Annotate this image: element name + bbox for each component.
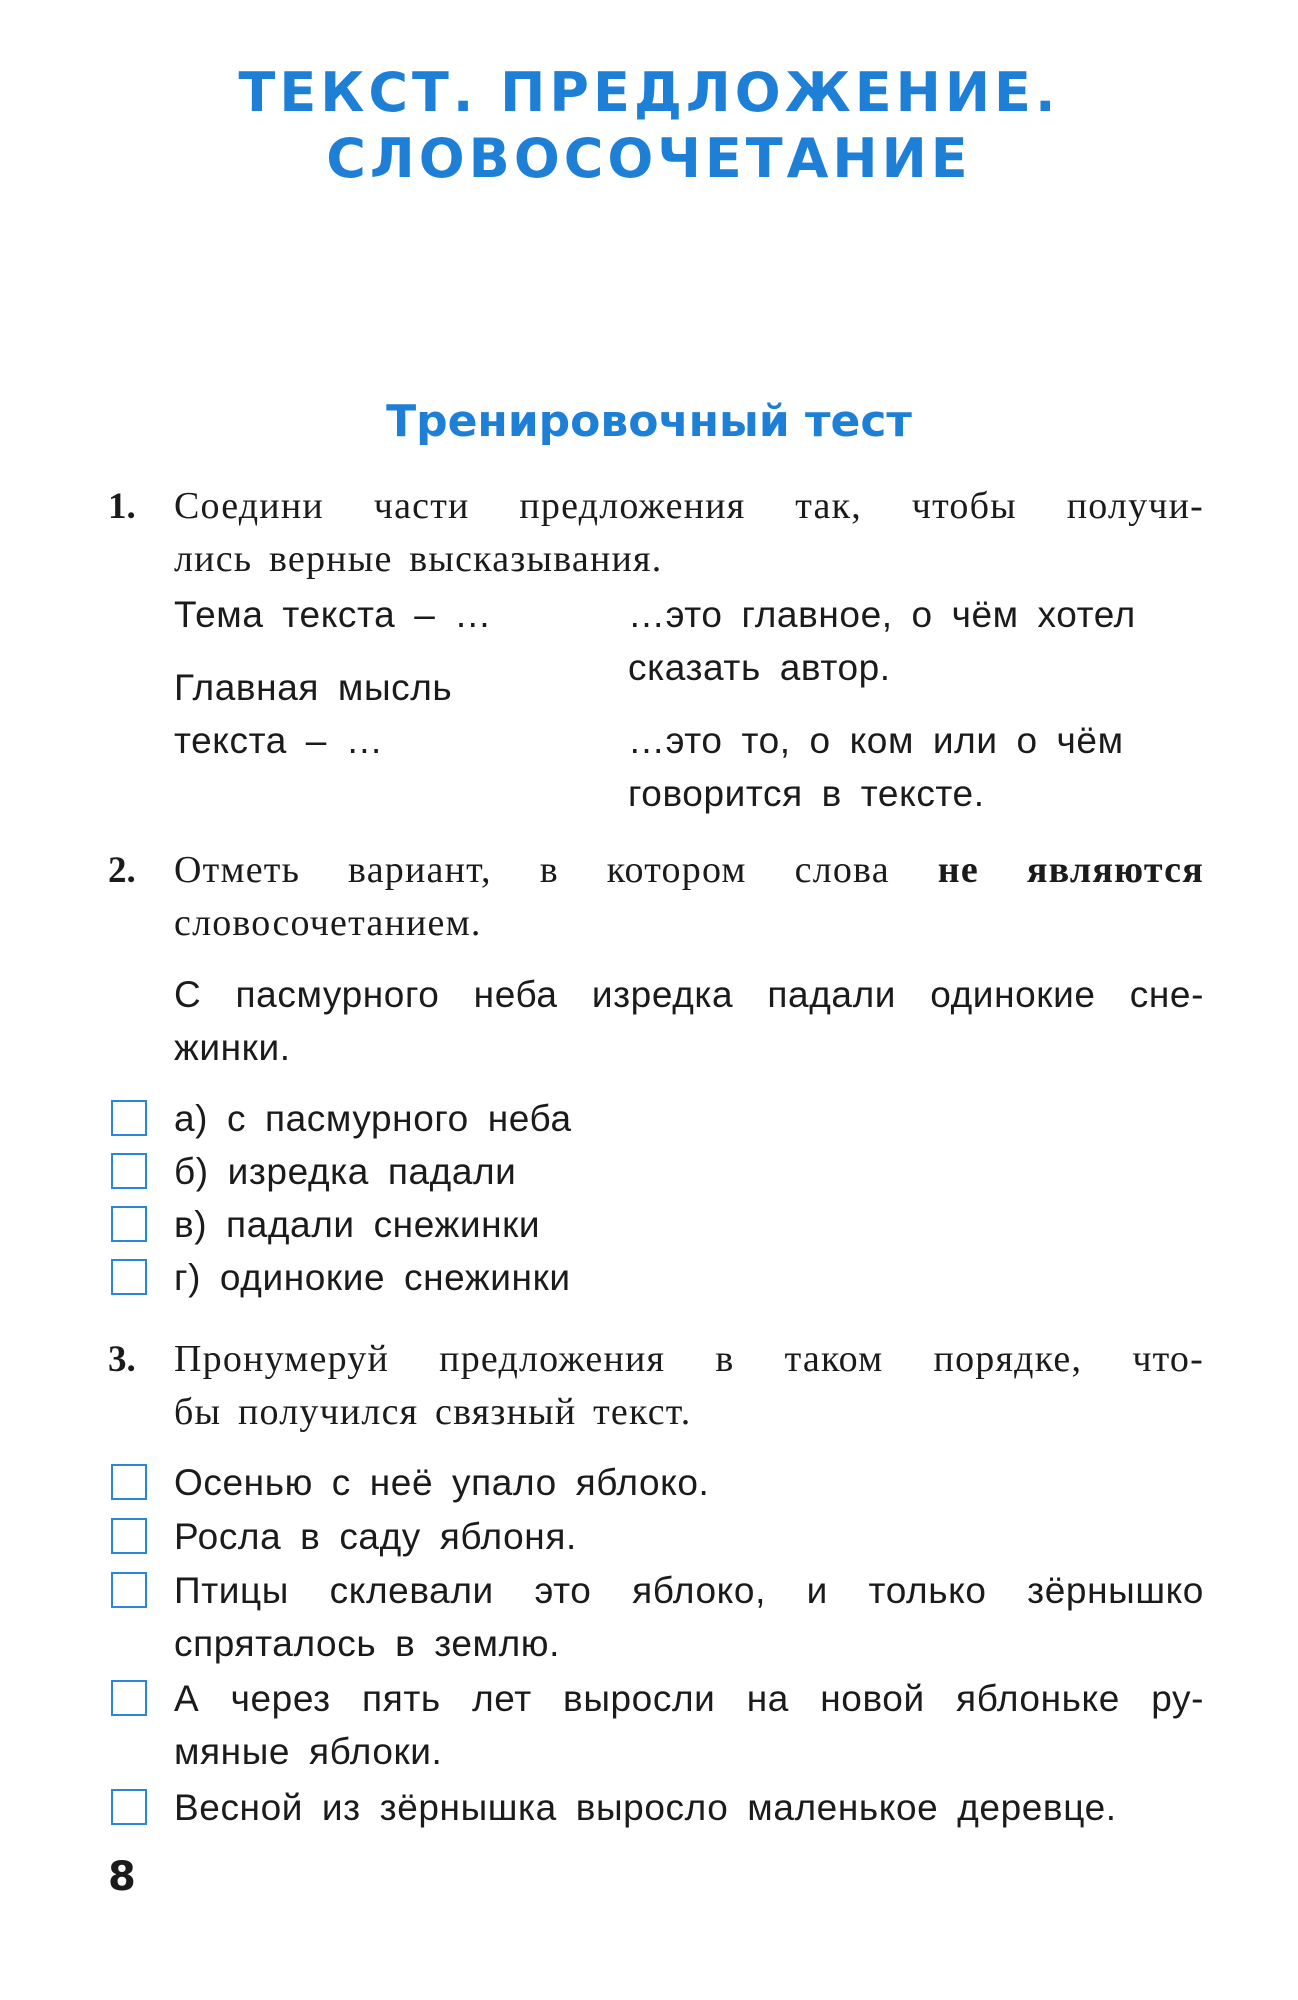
- chapter-title-line2: СЛОВОСОЧЕТАНИЕ: [326, 127, 972, 190]
- task1-right-item1-line2: сказать автор.: [628, 647, 891, 688]
- task3-sentence3-checkbox[interactable]: [111, 1572, 147, 1608]
- task2-option-a: а) с пасмурного неба: [174, 1098, 572, 1139]
- task1-number: 1.: [108, 486, 136, 527]
- task2-option-c: в) падали снежинки: [174, 1204, 541, 1245]
- task2-sentence: [174, 968, 1204, 1074]
- task1-left-item2: [174, 661, 452, 767]
- task1-right-item2-line1: …это то, о ком или о чём: [628, 720, 1124, 761]
- task3-prompt: [174, 1333, 1204, 1439]
- task1-prompt-line1: Соедини части предложения так, чтобы получи-: [174, 485, 1204, 527]
- task2-option-b-checkbox[interactable]: [111, 1153, 147, 1189]
- task1-right-item1: [628, 588, 1176, 694]
- task1-prompt-line2: лись верные высказывания.: [174, 538, 663, 580]
- task3-sentence1-checkbox[interactable]: [111, 1464, 147, 1500]
- task1-right-item1-line1: …это главное, о чём хотел: [628, 594, 1136, 635]
- task3-prompt-line1: Пронумеруй предложения в таком порядке, что-: [174, 1338, 1204, 1380]
- task2-option-b: б) изредка падали: [174, 1151, 517, 1192]
- task2-prompt-bold: не являются: [937, 849, 1205, 891]
- task2-prompt: [174, 844, 1204, 950]
- task3-number: 3.: [108, 1339, 136, 1380]
- task2-option-c-checkbox[interactable]: [111, 1206, 147, 1242]
- task3-sentence4-line2: мяные яблоки.: [174, 1731, 443, 1772]
- task2-option-d-checkbox[interactable]: [111, 1259, 147, 1295]
- task3-sentence3-line2: спряталось в землю.: [174, 1623, 560, 1664]
- task3-sentence3: [174, 1564, 1204, 1670]
- chapter-title: [0, 60, 1298, 192]
- task1-right-item2-line2: говорится в тексте.: [628, 773, 985, 814]
- task3-sentence2: Росла в саду яблоня.: [174, 1516, 577, 1557]
- task1-left-item2-line1: Главная мысль: [174, 667, 453, 708]
- chapter-title-line1: ТЕКСТ. ПРЕДЛОЖЕНИЕ.: [238, 61, 1060, 124]
- task3-sentence3-line1: Птицы склевали это яблоко, и только зёрнышко: [174, 1570, 1204, 1611]
- task2-prompt-line2: словосочетанием.: [174, 902, 482, 944]
- task3-prompt-line2: бы получился связный текст.: [174, 1391, 692, 1433]
- task3-sentence5-checkbox[interactable]: [111, 1789, 147, 1825]
- task2-number: 2.: [108, 850, 136, 891]
- page-number: 8: [108, 1854, 136, 1900]
- task1-prompt: [174, 480, 1204, 586]
- task1-left-item2-line2: текста – …: [174, 720, 384, 761]
- task2-sentence-line1: С пасмурного неба изредка падали одинокие сне-: [174, 974, 1204, 1015]
- task2-prompt-line1: [174, 844, 1204, 897]
- task2-option-d: г) одинокие снежинки: [174, 1257, 571, 1298]
- task1-right-item2: [628, 714, 1176, 820]
- task2-prompt-part1: Отметь вариант, в котором слова: [174, 849, 890, 891]
- task3-sentence5: Весной из зёрнышка выросло маленькое деревце.: [174, 1787, 1117, 1828]
- section-title: Тренировочный тест: [386, 396, 912, 447]
- task2-option-a-checkbox[interactable]: [111, 1100, 147, 1136]
- task3-sentence2-checkbox[interactable]: [111, 1518, 147, 1554]
- task3-sentence4-checkbox[interactable]: [111, 1680, 147, 1716]
- task3-sentence1: Осенью с неё упало яблоко.: [174, 1462, 710, 1503]
- task2-sentence-line2: жинки.: [174, 1027, 291, 1068]
- task3-sentence4: [174, 1672, 1204, 1778]
- task3-sentence4-line1: А через пять лет выросли на новой яблоньке ру-: [174, 1678, 1204, 1719]
- task1-left-item1: Тема текста – …: [174, 594, 492, 635]
